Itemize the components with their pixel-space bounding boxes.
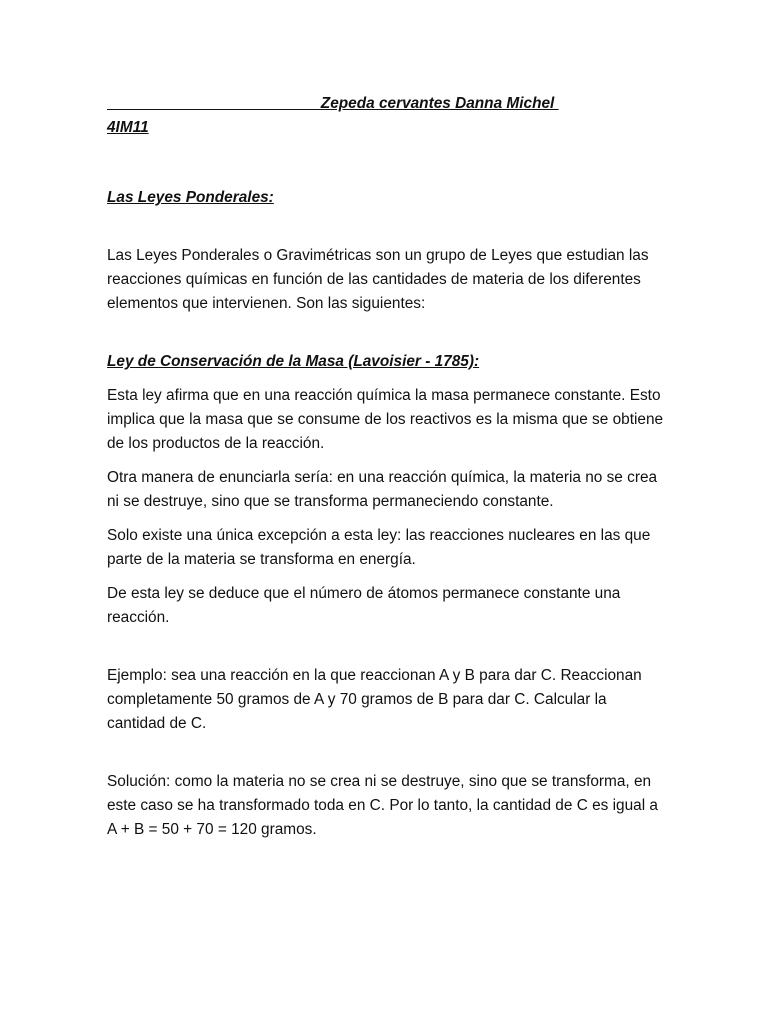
spacer [107,140,667,186]
document-page [107,92,667,842]
spacer [107,456,667,466]
document-title: Las Leyes Ponderales: [107,189,274,206]
spacer [107,210,667,244]
solution-paragraph: Solución: como la materia no se crea ni se destruye, sino que se transforma, en este caso se ha transformado toda en C. Por lo tanto, la cantidad de C es igual a A + B = 50 + 70 = 120 gramos. [107,773,658,838]
spacer [107,374,667,384]
section-paragraph: Esta ley afirma que en una reacción química la masa permanece constante. Esto implica que la masa que se consume de los reactivos es la misma que se obtiene de los productos de la reacción. [107,387,664,452]
example-paragraph: Ejemplo: sea una reacción en la que reaccionan A y B para dar C. Reaccionan completamente 50 gramos de A y 70 gramos de B para dar C. Calcular la cantidad de C. [107,667,642,732]
spacer [107,736,667,770]
author-name: Zepeda cervantes Danna Michel [107,95,559,112]
section-heading: Ley de Conservación de la Masa (Lavoisier - 1785): [107,353,480,370]
section-paragraph: Solo existe una única excepción a esta ley: las reacciones nucleares en las que parte de la materia se transforma en energía. [107,527,651,568]
group-code: 4IM11 [107,119,149,136]
spacer [107,630,667,664]
section-paragraph: Otra manera de enunciarla sería: en una reacción química, la materia no se crea ni se destruye, sino que se transforma permaneciendo constante. [107,469,658,510]
spacer [107,316,667,350]
spacer [107,514,667,524]
intro-paragraph: Las Leyes Ponderales o Gravimétricas son un grupo de Leyes que estudian las reacciones químicas en función de las cantidades de materia de los diferentes elementos que intervienen. Son las siguientes: [107,247,649,312]
spacer [107,572,667,582]
section-paragraph: De esta ley se deduce que el número de átomos permanece constante una reacción. [107,585,621,626]
